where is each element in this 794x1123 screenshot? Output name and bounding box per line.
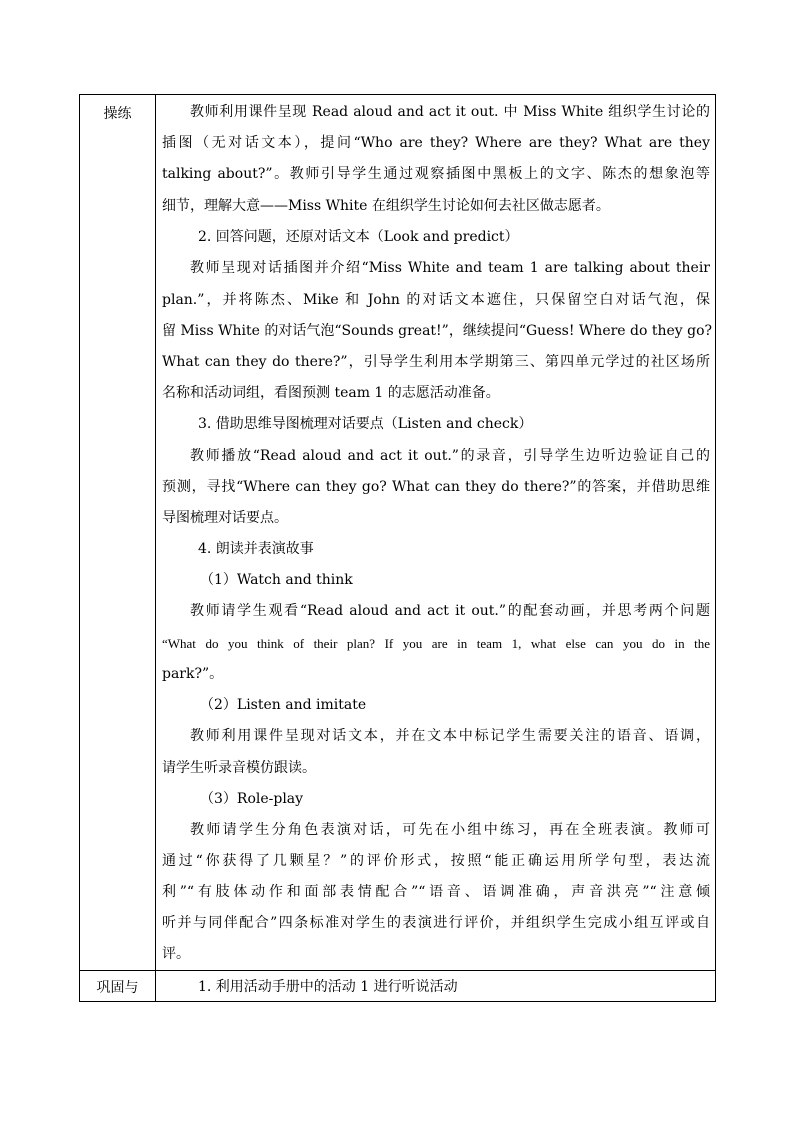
text-line: 教师利用课件呈现对话文本，并在文本中标记学生需要关注的语音、语调， xyxy=(190,728,710,744)
text-line: 教师播放“Read aloud and act it out.”的录音，引导学生边听边验证自己的 xyxy=(190,448,710,464)
text-line: 听并与同伴配合”四条标准对学生的表演进行评价，并组织学生完成小组互评或自 xyxy=(162,915,710,931)
text-line: 预测，寻找“Where can they go? What can they do there?”的答案，并借助思维 xyxy=(162,479,710,495)
text-line: What can they do there?”，引导学生利用本学期第三、第四单元学过的社区场所 xyxy=(162,354,710,370)
text-line: park?”。 xyxy=(162,666,224,682)
text-line: 通过“你获得了几颗星？”的评价形式，按照“能正确运用所学句型，表达流 xyxy=(162,853,710,869)
sub-heading: （1）Watch and think xyxy=(200,572,353,588)
text-line: 教师呈现对话插图并介绍“Miss White and team 1 are talking about their xyxy=(190,260,710,276)
sub-heading: （2）Listen and imitate xyxy=(200,697,367,713)
text-line: 请学生听录音模仿跟读。 xyxy=(162,760,316,776)
section-heading: 4. 朗读并表演故事 xyxy=(198,541,314,557)
text-line: 插图（无对话文本），提问“Who are they? Where are they? What are they xyxy=(162,135,710,151)
text-line: talking about?”。教师引导学生通过观察插图中黑板上的文字、陈杰的想象泡等 xyxy=(162,166,710,182)
text-line: 评。 xyxy=(162,946,190,962)
text-line: 导图梳理对话要点。 xyxy=(162,510,288,526)
text-line: 利”“有肢体动作和面部表情配合”“语音、语调准确，声音洪亮”“注意倾 xyxy=(162,884,710,900)
section-heading: 1. 利用活动手册中的活动 1 进行听说活动 xyxy=(198,979,458,995)
text-line: 教师利用课件呈现 Read aloud and act it out. 中 Miss White 组织学生讨论的 xyxy=(190,104,710,120)
text-line: 教师请学生观看“Read aloud and act it out.”的配套动画，并思考两个问题 xyxy=(190,603,710,619)
lesson-table xyxy=(79,94,716,1002)
text-line: 细节，理解大意——Miss White 在组织学生讨论如何去社区做志愿者。 xyxy=(162,198,610,214)
row-divider xyxy=(80,970,715,971)
text-line: plan.”，并将陈杰、Mike 和 John 的对话文本遮住，只保留空白对话气泡，保 xyxy=(162,292,710,308)
text-line: 留 Miss White 的对话气泡“Sounds great!”，继续提问“Guess! Where do they go? xyxy=(162,323,713,339)
section-heading: 2. 回答问题，还原对话文本（Look and predict） xyxy=(198,229,519,245)
sub-heading: （3）Role-play xyxy=(200,791,304,807)
text-line: “What do you think of their plan? If you are in team 1, what else can you do in the xyxy=(162,636,710,651)
row-label-practice: 操练 xyxy=(103,106,132,122)
text-line: 教师请学生分角色表演对话，可先在小组中练习，再在全班表演。教师可 xyxy=(190,822,710,838)
column-divider xyxy=(155,95,156,1001)
text-line: 名称和活动词组，看图预测 team 1 的志愿活动准备。 xyxy=(162,385,500,401)
section-heading: 3. 借助思维导图梳理对话要点（Listen and check） xyxy=(198,416,533,432)
row-label-consolidation: 巩固与 xyxy=(96,980,139,996)
